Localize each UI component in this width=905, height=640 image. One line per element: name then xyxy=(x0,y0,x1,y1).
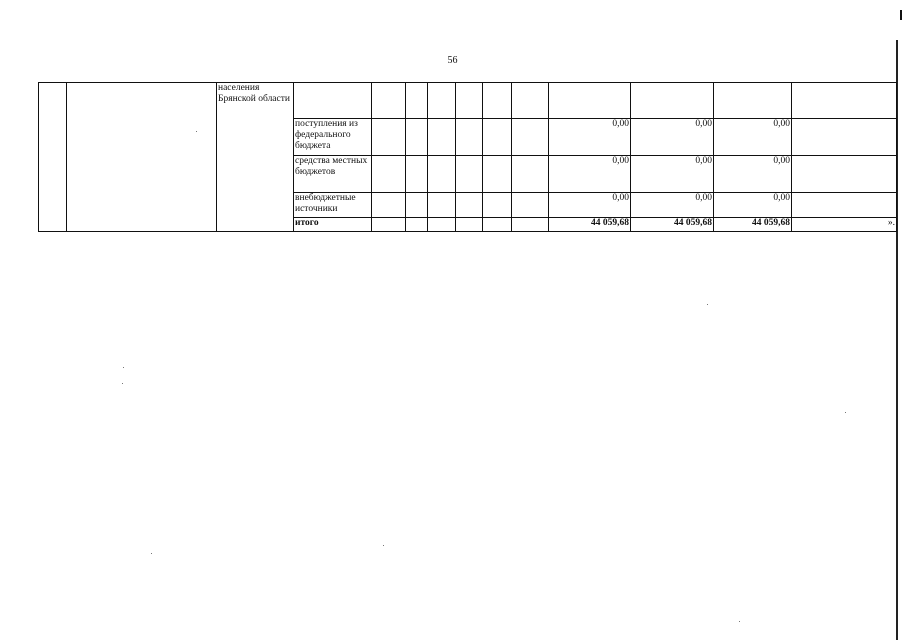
table-cell-code xyxy=(428,156,456,193)
table-cell-code xyxy=(456,218,483,232)
table-cell-code xyxy=(512,193,549,218)
table-cell-note xyxy=(792,119,897,156)
table-cell-code xyxy=(512,218,549,232)
table-cell-code xyxy=(483,193,512,218)
table-cell-source: средства местных бюджетов xyxy=(294,156,372,193)
table-cell-total-year3: 44 059,68 xyxy=(714,218,792,232)
scan-speck xyxy=(151,553,152,554)
table-cell-note xyxy=(792,156,897,193)
table-cell-code xyxy=(406,83,428,119)
table-cell-value-year2: 0,00 xyxy=(631,119,714,156)
table-cell-value-year2: 0,00 xyxy=(631,193,714,218)
table-cell-code xyxy=(456,193,483,218)
scan-speck xyxy=(123,367,124,368)
table-cell-code xyxy=(372,119,406,156)
scan-artifact-top xyxy=(900,10,902,20)
table-cell-index xyxy=(39,83,67,232)
table-cell-code xyxy=(428,119,456,156)
table-cell-value-year3 xyxy=(714,83,792,119)
table-cell-note xyxy=(792,83,897,119)
table-row xyxy=(39,83,897,119)
scan-speck xyxy=(739,621,740,622)
table-cell-code xyxy=(456,83,483,119)
table-cell-code xyxy=(456,119,483,156)
table-cell-code xyxy=(428,218,456,232)
table-cell-note xyxy=(792,193,897,218)
table-cell-source: поступления из федерального бюджета xyxy=(294,119,372,156)
table-cell-code xyxy=(512,119,549,156)
table-cell-code xyxy=(428,193,456,218)
table-cell-value-year3: 0,00 xyxy=(714,193,792,218)
table-cell-value-year3: 0,00 xyxy=(714,119,792,156)
table-cell-code xyxy=(428,83,456,119)
table-cell-value-year1: 0,00 xyxy=(549,119,631,156)
table-cell-code xyxy=(483,218,512,232)
scan-speck xyxy=(845,412,846,413)
page-number: 56 xyxy=(447,55,458,66)
scan-speck xyxy=(383,545,384,546)
table-cell-code xyxy=(406,119,428,156)
table-cell-value-year2 xyxy=(631,83,714,119)
table-cell-value-year1: 0,00 xyxy=(549,193,631,218)
table-cell-source xyxy=(294,83,372,119)
table-cell-code xyxy=(406,193,428,218)
scan-speck xyxy=(707,304,708,305)
table-cell-code xyxy=(512,83,549,119)
table-cell-code xyxy=(483,119,512,156)
table-cell-organization: населения Брянской области xyxy=(217,83,294,232)
table-cell-code xyxy=(372,218,406,232)
table-cell-code xyxy=(483,83,512,119)
table-cell-value-year3: 0,00 xyxy=(714,156,792,193)
table-cell-total-year1: 44 059,68 xyxy=(549,218,631,232)
table-cell-code xyxy=(512,156,549,193)
table-cell-code xyxy=(483,156,512,193)
table-cell-value-year1 xyxy=(549,83,631,119)
table-cell-total-year2: 44 059,68 xyxy=(631,218,714,232)
budget-table xyxy=(38,82,897,232)
table-cell-activity xyxy=(67,83,217,232)
scan-speck xyxy=(122,383,123,384)
table-cell-value-year2: 0,00 xyxy=(631,156,714,193)
table-cell-value-year1: 0,00 xyxy=(549,156,631,193)
table-cell-code xyxy=(456,156,483,193)
table-cell-code xyxy=(406,218,428,232)
table-cell-source-total: итого xyxy=(294,218,372,232)
table-cell-source: внебюджетные источники xyxy=(294,193,372,218)
table-cell-code xyxy=(372,193,406,218)
table-cell-closing-quote: ». xyxy=(792,218,897,232)
table-cell-code xyxy=(372,156,406,193)
table-cell-code xyxy=(372,83,406,119)
table-cell-code xyxy=(406,156,428,193)
